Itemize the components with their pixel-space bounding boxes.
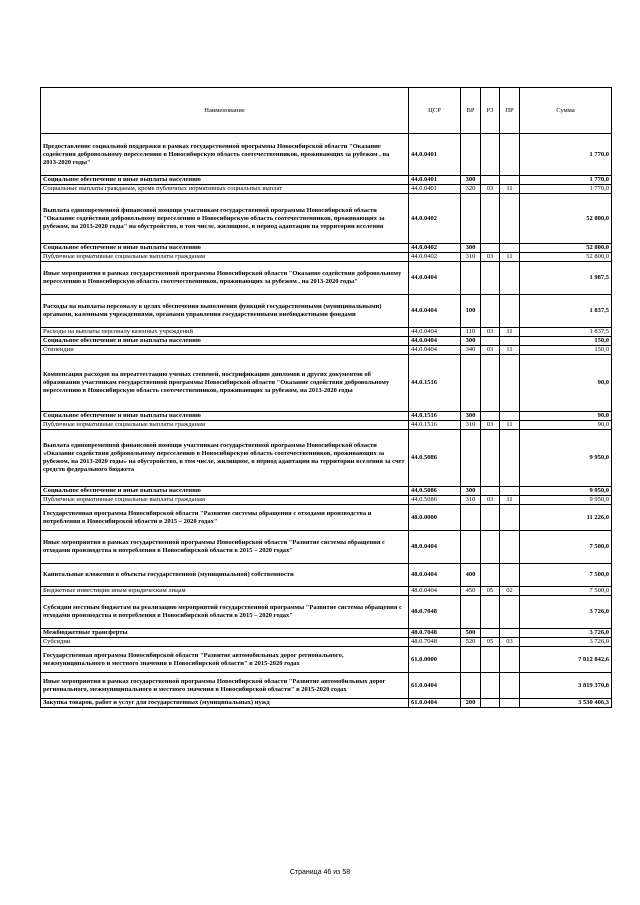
cell-pr bbox=[500, 487, 520, 496]
cell-rz bbox=[481, 505, 500, 531]
cell-rz bbox=[481, 647, 500, 673]
table-row bbox=[41, 430, 612, 487]
table-row bbox=[41, 295, 612, 328]
table-row bbox=[41, 564, 612, 587]
cell-vr bbox=[461, 134, 481, 176]
cell-vr: 310 bbox=[461, 253, 481, 262]
cell-name: Расходы на выплаты персоналу казенных учреждений bbox=[41, 328, 409, 337]
cell-vr: 500 bbox=[461, 629, 481, 638]
cell-name: Бюджетные инвестиции иным юридическим лицам bbox=[41, 587, 409, 596]
cell-vr: 300 bbox=[461, 244, 481, 253]
table-row bbox=[41, 328, 612, 337]
cell-sum: 1 770,0 bbox=[520, 185, 612, 194]
cell-pr bbox=[500, 505, 520, 531]
cell-sum: 150,0 bbox=[520, 346, 612, 355]
cell-name: Социальное обеспечение и иные выплаты населению bbox=[41, 176, 409, 185]
cell-pr bbox=[500, 699, 520, 708]
cell-rz bbox=[481, 244, 500, 253]
cell-sum: 1 770,0 bbox=[520, 176, 612, 185]
cell-sum: 3 530 406,3 bbox=[520, 699, 612, 708]
cell-csr: 61.0.0000 bbox=[409, 647, 461, 673]
cell-csr: 44.0.5086 bbox=[409, 430, 461, 487]
cell-rz bbox=[481, 134, 500, 176]
cell-vr: 320 bbox=[461, 185, 481, 194]
cell-rz: 03 bbox=[481, 421, 500, 430]
cell-pr bbox=[500, 531, 520, 564]
cell-pr bbox=[500, 262, 520, 295]
cell-name: Предоставление социальной поддержки в рамках государственной программы Новосибирской области "Оказание содействия добровольному переселению в Новосибирскую область соотечественников, проживающих за рубежом , на 2013-2020 годы" bbox=[41, 134, 409, 176]
cell-pr bbox=[500, 337, 520, 346]
cell-sum: 90,0 bbox=[520, 355, 612, 412]
cell-name: Публичные нормативные социальные выплаты гражданам bbox=[41, 421, 409, 430]
cell-rz: 03 bbox=[481, 185, 500, 194]
cell-name: Выплата единовременной финансовой помощи участникам государственной программы Новосибирской области "Оказание содействия добровольному переселению в Новосибирскую область соотечественников, проживающих за рубежом, на 2013-2020 годы" на обустройство, в том числе, жилищное, в период адаптации на территории вселения bbox=[41, 194, 409, 244]
cell-name: Компенсация расходов на переаттестацию ученых степеней, нострификацию дипломов и других документов об образовании участникам государственной программы Новосибирской области "Оказание содействия добровольному переселению в Новосибирскую область соотечественников, проживающих за рубежом, на 2013-2020 годы bbox=[41, 355, 409, 412]
cell-rz bbox=[481, 355, 500, 412]
cell-pr bbox=[500, 564, 520, 587]
table-row bbox=[41, 596, 612, 629]
cell-rz bbox=[481, 295, 500, 328]
cell-csr: 44.0.5086 bbox=[409, 487, 461, 496]
header-sum: Сумма bbox=[520, 88, 612, 134]
cell-sum: 52 800,0 bbox=[520, 244, 612, 253]
cell-vr: 310 bbox=[461, 496, 481, 505]
budget-table bbox=[40, 87, 612, 708]
cell-name: Публичные нормативные социальные выплаты гражданам bbox=[41, 496, 409, 505]
cell-name: Закупка товаров, работ и услуг для государственных (муниципальных) нужд bbox=[41, 699, 409, 708]
table-row bbox=[41, 699, 612, 708]
cell-sum: 9 950,0 bbox=[520, 487, 612, 496]
cell-sum: 9 950,0 bbox=[520, 430, 612, 487]
cell-name: Субсидии местным бюджетам на реализацию мероприятий государственной программы "Развитие системы обращения с отходами производства и потребления в Новосибирской области в 2015 – 2020 годах" bbox=[41, 596, 409, 629]
cell-vr: 110 bbox=[461, 328, 481, 337]
header-rz: РЗ bbox=[481, 88, 500, 134]
cell-vr bbox=[461, 673, 481, 699]
cell-sum: 3 726,0 bbox=[520, 629, 612, 638]
cell-rz: 03 bbox=[481, 346, 500, 355]
cell-vr bbox=[461, 531, 481, 564]
table-row bbox=[41, 638, 612, 647]
cell-name: Расходы на выплаты персоналу в целях обеспечения выполнения функций государственными (муниципальными) органами, казенными учреждениями, органами управления государственными внебюджетными фондами bbox=[41, 295, 409, 328]
cell-pr bbox=[500, 629, 520, 638]
cell-rz bbox=[481, 412, 500, 421]
cell-sum: 7 500,0 bbox=[520, 564, 612, 587]
cell-name: Иные мероприятия в рамках государственной программы Новосибирской области "Развитие системы обращения с отходами производства и потребления в Новосибирской области в 2015 – 2020 годах" bbox=[41, 531, 409, 564]
cell-pr bbox=[500, 430, 520, 487]
cell-sum: 7 012 842,6 bbox=[520, 647, 612, 673]
cell-sum: 3 819 370,8 bbox=[520, 673, 612, 699]
cell-csr: 44.0.1516 bbox=[409, 421, 461, 430]
table-row bbox=[41, 337, 612, 346]
cell-csr: 44.0.0404 bbox=[409, 337, 461, 346]
cell-name: Стипендии bbox=[41, 346, 409, 355]
cell-vr: 300 bbox=[461, 412, 481, 421]
cell-sum: 1 987,5 bbox=[520, 262, 612, 295]
cell-vr bbox=[461, 505, 481, 531]
table-row bbox=[41, 629, 612, 638]
cell-vr bbox=[461, 194, 481, 244]
table-body bbox=[41, 134, 612, 708]
cell-vr: 310 bbox=[461, 421, 481, 430]
cell-sum: 7 500,0 bbox=[520, 531, 612, 564]
cell-rz: 03 bbox=[481, 328, 500, 337]
cell-csr: 44.0.0401 bbox=[409, 176, 461, 185]
cell-name: Социальные выплаты гражданам, кроме публичных нормативных социальных выплат bbox=[41, 185, 409, 194]
table-row bbox=[41, 176, 612, 185]
cell-rz: 05 bbox=[481, 638, 500, 647]
cell-name: Межбюджетные трансферты bbox=[41, 629, 409, 638]
cell-csr: 44.0.0402 bbox=[409, 244, 461, 253]
cell-rz bbox=[481, 176, 500, 185]
cell-sum: 90,0 bbox=[520, 412, 612, 421]
cell-vr: 520 bbox=[461, 638, 481, 647]
cell-vr bbox=[461, 596, 481, 629]
cell-name: Социальное обеспечение и иные выплаты населению bbox=[41, 412, 409, 421]
cell-pr bbox=[500, 194, 520, 244]
cell-csr: 48.0.0404 bbox=[409, 564, 461, 587]
cell-rz bbox=[481, 531, 500, 564]
cell-sum: 3 726,0 bbox=[520, 596, 612, 629]
table-row bbox=[41, 185, 612, 194]
table-row bbox=[41, 673, 612, 699]
header-pr: ПР bbox=[500, 88, 520, 134]
cell-vr bbox=[461, 430, 481, 487]
cell-sum: 150,0 bbox=[520, 337, 612, 346]
header-vr: ВР bbox=[461, 88, 481, 134]
cell-sum: 52 800,0 bbox=[520, 253, 612, 262]
cell-pr bbox=[500, 134, 520, 176]
cell-rz bbox=[481, 673, 500, 699]
cell-vr: 450 bbox=[461, 587, 481, 596]
cell-rz bbox=[481, 629, 500, 638]
cell-name: Публичные нормативные социальные выплаты гражданам bbox=[41, 253, 409, 262]
cell-vr: 300 bbox=[461, 487, 481, 496]
cell-rz bbox=[481, 487, 500, 496]
cell-pr bbox=[500, 596, 520, 629]
cell-sum: 52 800,0 bbox=[520, 194, 612, 244]
table-row bbox=[41, 244, 612, 253]
cell-rz bbox=[481, 699, 500, 708]
cell-name: Выплата единовременной финансовой помощи участникам государственной программы Новосибирской области «Оказание содействия добровольному переселению в Новосибирскую область соотечественников, проживающих за рубежом, на 2013-2020 годы» на обустройство, в том числе, жилищное, в период адаптации на территории вселения за счет средств федерального бюджета bbox=[41, 430, 409, 487]
cell-pr bbox=[500, 647, 520, 673]
cell-sum: 1 837,5 bbox=[520, 328, 612, 337]
cell-sum: 9 950,0 bbox=[520, 496, 612, 505]
table-row bbox=[41, 487, 612, 496]
cell-name: Капитальные вложения в объекты государственной (муниципальной) собственности bbox=[41, 564, 409, 587]
cell-name: Социальное обеспечение и иные выплаты населению bbox=[41, 244, 409, 253]
cell-rz bbox=[481, 262, 500, 295]
cell-pr: 02 bbox=[500, 587, 520, 596]
cell-rz: 05 bbox=[481, 587, 500, 596]
table-row bbox=[41, 647, 612, 673]
cell-csr: 44.0.0401 bbox=[409, 134, 461, 176]
table-row bbox=[41, 531, 612, 564]
cell-csr: 48.0.0404 bbox=[409, 531, 461, 564]
cell-name: Социальное обеспечение и иные выплаты населению bbox=[41, 337, 409, 346]
cell-sum: 11 226,0 bbox=[520, 505, 612, 531]
cell-csr: 44.0.0404 bbox=[409, 328, 461, 337]
cell-rz: 03 bbox=[481, 496, 500, 505]
cell-csr: 48.0.7048 bbox=[409, 629, 461, 638]
cell-name: Государственная программа Новосибирской области "Развитие автомобильных дорог регионального, межмуниципального и местного значения в Новосибирской области" в 2015-2020 годах bbox=[41, 647, 409, 673]
table-row bbox=[41, 587, 612, 596]
cell-vr: 300 bbox=[461, 337, 481, 346]
header-name: Наименование bbox=[41, 88, 409, 134]
cell-pr bbox=[500, 244, 520, 253]
table-row bbox=[41, 346, 612, 355]
cell-csr: 44.0.0402 bbox=[409, 253, 461, 262]
cell-sum: 90,0 bbox=[520, 421, 612, 430]
table-row bbox=[41, 496, 612, 505]
table-row bbox=[41, 412, 612, 421]
cell-csr: 61.0.0404 bbox=[409, 673, 461, 699]
cell-pr: 11 bbox=[500, 346, 520, 355]
cell-name: Иные мероприятия в рамках государственной программы Новосибирской области "Оказание содействия добровольному переселению в Новосибирскую область соотечественников, проживающих за рубежом , на 2013-2020 годы" bbox=[41, 262, 409, 295]
cell-csr: 44.0.0404 bbox=[409, 346, 461, 355]
table-row bbox=[41, 355, 612, 412]
cell-csr: 61.0.0404 bbox=[409, 699, 461, 708]
cell-pr bbox=[500, 295, 520, 328]
cell-pr: 03 bbox=[500, 638, 520, 647]
page-number: Страница 46 из 58 bbox=[289, 869, 351, 876]
cell-csr: 48.0.0404 bbox=[409, 587, 461, 596]
cell-vr: 100 bbox=[461, 295, 481, 328]
table-row bbox=[41, 134, 612, 176]
cell-vr bbox=[461, 647, 481, 673]
cell-csr: 44.0.0401 bbox=[409, 185, 461, 194]
cell-rz: 03 bbox=[481, 253, 500, 262]
cell-csr: 48.0.7048 bbox=[409, 638, 461, 647]
cell-sum: 1 837,5 bbox=[520, 295, 612, 328]
cell-csr: 44.0.0404 bbox=[409, 262, 461, 295]
cell-vr: 200 bbox=[461, 699, 481, 708]
cell-pr bbox=[500, 176, 520, 185]
cell-pr bbox=[500, 355, 520, 412]
cell-pr: 11 bbox=[500, 496, 520, 505]
table-row bbox=[41, 262, 612, 295]
table-row bbox=[41, 194, 612, 244]
cell-vr: 340 bbox=[461, 346, 481, 355]
cell-name: Социальное обеспечение и иные выплаты населению bbox=[41, 487, 409, 496]
cell-csr: 44.0.0402 bbox=[409, 194, 461, 244]
cell-rz bbox=[481, 194, 500, 244]
cell-vr: 400 bbox=[461, 564, 481, 587]
cell-vr: 300 bbox=[461, 176, 481, 185]
cell-vr bbox=[461, 262, 481, 295]
cell-rz bbox=[481, 596, 500, 629]
cell-rz bbox=[481, 337, 500, 346]
cell-vr bbox=[461, 355, 481, 412]
table-row bbox=[41, 421, 612, 430]
cell-name: Государственная программа Новосибирской области "Развитие системы обращения с отходами производства и потребления в Новосибирской области в 2015 – 2020 годах" bbox=[41, 505, 409, 531]
table-row bbox=[41, 505, 612, 531]
cell-name: Субсидии bbox=[41, 638, 409, 647]
cell-pr bbox=[500, 673, 520, 699]
cell-csr: 44.0.1516 bbox=[409, 412, 461, 421]
table-header-row bbox=[41, 88, 612, 134]
cell-pr: 11 bbox=[500, 421, 520, 430]
cell-pr: 11 bbox=[500, 185, 520, 194]
cell-pr bbox=[500, 412, 520, 421]
cell-rz bbox=[481, 430, 500, 487]
cell-csr: 44.0.0404 bbox=[409, 295, 461, 328]
table-row bbox=[41, 253, 612, 262]
cell-sum: 1 770,0 bbox=[520, 134, 612, 176]
cell-pr: 11 bbox=[500, 253, 520, 262]
cell-pr: 11 bbox=[500, 328, 520, 337]
cell-csr: 44.0.1516 bbox=[409, 355, 461, 412]
cell-rz bbox=[481, 564, 500, 587]
header-csr: ЦСР bbox=[409, 88, 461, 134]
cell-sum: 7 500,0 bbox=[520, 587, 612, 596]
cell-csr: 44.0.5086 bbox=[409, 496, 461, 505]
cell-csr: 48.0.0000 bbox=[409, 505, 461, 531]
cell-csr: 48.0.7048 bbox=[409, 596, 461, 629]
cell-name: Иные мероприятия в рамках государственной программы Новосибирской области "Развитие автомобильных дорог регионального, межмуниципального и местного значения в Новосибирской области" в 2015-2020 годах bbox=[41, 673, 409, 699]
cell-sum: 3 726,0 bbox=[520, 638, 612, 647]
